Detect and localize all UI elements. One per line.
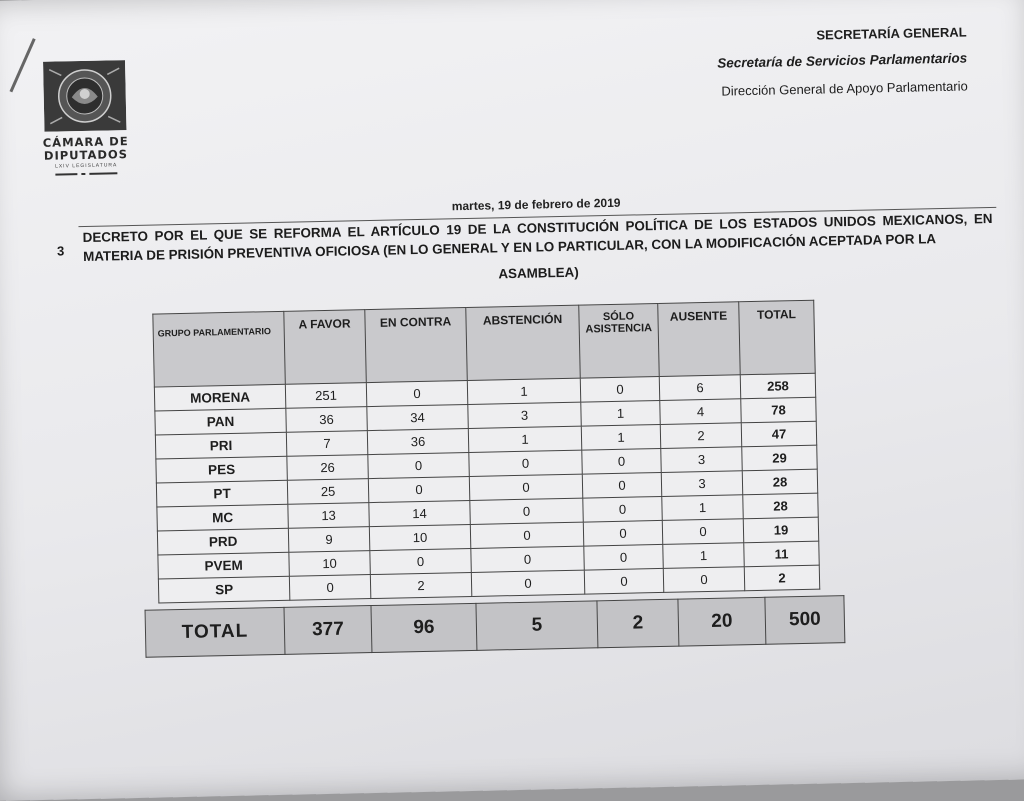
cell-a-favor: 36	[286, 407, 367, 433]
cell-solo-asistencia: 0	[584, 568, 663, 594]
cell-a-favor: 26	[287, 455, 368, 481]
total-solo-asistencia: 2	[597, 599, 679, 648]
col-header-grupo: GRUPO PARLAMENTARIO	[153, 311, 286, 387]
cell-a-favor: 0	[289, 575, 370, 601]
total-abstencion: 5	[476, 601, 598, 651]
total-ausente: 20	[678, 597, 766, 646]
votes-header-row	[153, 300, 815, 387]
total-en-contra: 96	[371, 603, 477, 652]
cell-a-favor: 25	[287, 479, 368, 505]
votes-table	[152, 300, 820, 604]
cell-abstencion: 0	[471, 546, 584, 572]
cell-solo-asistencia: 0	[582, 472, 661, 498]
total-total: 500	[765, 596, 845, 645]
cell-a-favor: 13	[288, 503, 369, 529]
decree-title: DECRETO POR EL QUE SE REFORMA EL ARTÍCULO 19 DE LA CONSTITUCIÓN POLÍTICA DE LOS ESTADOS UNIDOS MEXICANOS, EN MATERIA DE PRISIÓN PREVENTIVA OFICIOSA (EN LO GENERAL Y EN LO PARTICULAR, CON LA MODIFICACIÓN ACEPTADA POR LA	[82, 210, 993, 265]
cell-en-contra: 0	[368, 476, 469, 502]
cell-a-favor: 10	[289, 551, 370, 577]
cell-en-contra: 14	[369, 500, 470, 526]
total-a-favor: 377	[284, 606, 372, 655]
cell-total: 19	[743, 517, 818, 543]
cell-ausente: 1	[662, 495, 743, 521]
cell-solo-asistencia: 1	[581, 424, 660, 450]
cell-en-contra: 0	[370, 548, 471, 574]
logo-bars	[41, 172, 131, 176]
party-name: PAN	[155, 408, 286, 435]
cell-ausente: 1	[663, 543, 744, 569]
col-header-en-contra: EN CONTRA	[365, 308, 468, 383]
cell-total: 11	[744, 541, 819, 567]
cell-ausente: 3	[661, 447, 742, 473]
party-name: PRI	[155, 432, 286, 459]
party-name: MORENA	[154, 384, 285, 411]
cell-en-contra: 0	[366, 380, 467, 406]
cell-total: 2	[744, 565, 819, 591]
cell-total: 28	[743, 493, 818, 519]
col-header-ausente: AUSENTE	[658, 302, 741, 377]
col-header-a-favor: A FAVOR	[284, 310, 367, 385]
party-name: PRD	[157, 528, 288, 555]
logo-legislatura: LXIV LEGISLATURA	[54, 162, 118, 170]
cell-solo-asistencia: 0	[582, 448, 661, 474]
cell-abstencion: 0	[470, 522, 583, 548]
cell-ausente: 4	[660, 399, 741, 425]
cell-ausente: 0	[663, 567, 744, 593]
totals-table	[145, 595, 846, 658]
cell-solo-asistencia: 0	[580, 376, 659, 402]
cell-a-favor: 251	[285, 383, 366, 409]
cell-total: 258	[740, 373, 815, 399]
cell-en-contra: 10	[369, 524, 470, 550]
party-name: PES	[156, 456, 287, 483]
cell-ausente: 6	[659, 375, 740, 401]
logo-text-line2: DIPUTADOS	[43, 147, 129, 163]
header-direccion-general: Dirección General de Apoyo Parlamentario	[721, 78, 968, 99]
cell-a-favor: 7	[286, 431, 367, 457]
cell-total: 78	[741, 397, 816, 423]
header-servicios-parlamentarios: Secretaría de Servicios Parlamentarios	[717, 50, 968, 71]
cell-abstencion: 0	[470, 498, 583, 524]
cell-abstencion: 0	[469, 450, 582, 476]
decree-title-end: ASAMBLEA)	[498, 264, 579, 282]
camara-seal-icon	[43, 60, 126, 132]
party-name: SP	[158, 576, 289, 603]
cell-en-contra: 2	[370, 572, 471, 598]
cell-en-contra: 36	[367, 428, 468, 454]
item-number: 3	[56, 243, 65, 259]
totals-row	[145, 596, 845, 658]
session-date: martes, 19 de febrero de 2019	[451, 195, 621, 214]
camara-logo	[39, 60, 131, 176]
party-name: PT	[156, 480, 287, 507]
cell-solo-asistencia: 0	[583, 520, 662, 546]
col-header-solo-asistencia: SÓLO ASISTENCIA	[579, 303, 660, 378]
col-header-total: TOTAL	[739, 300, 816, 375]
cell-en-contra: 0	[368, 452, 469, 478]
cell-abstencion: 1	[467, 378, 580, 404]
totals-label: TOTAL	[145, 607, 285, 657]
col-header-abstencion: ABSTENCIÓN	[466, 305, 581, 380]
cell-a-favor: 9	[288, 527, 369, 553]
cell-en-contra: 34	[367, 404, 468, 430]
party-name: PVEM	[158, 552, 289, 579]
logo-text-line1: CÁMARA DE	[42, 134, 129, 150]
cell-ausente: 2	[660, 423, 741, 449]
header-secretaria-general: SECRETARÍA GENERAL	[816, 24, 967, 43]
cell-ausente: 0	[662, 519, 743, 545]
cell-total: 28	[742, 469, 817, 495]
cell-solo-asistencia: 1	[581, 400, 660, 426]
cell-abstencion: 0	[469, 474, 582, 500]
pen-shadow	[10, 38, 36, 92]
cell-solo-asistencia: 0	[584, 544, 663, 570]
cell-total: 29	[742, 445, 817, 471]
party-name: MC	[157, 504, 288, 531]
cell-abstencion: 3	[468, 402, 581, 428]
cell-abstencion: 1	[468, 426, 581, 452]
cell-abstencion: 0	[471, 570, 584, 596]
cell-ausente: 3	[661, 471, 742, 497]
cell-total: 47	[741, 421, 816, 447]
cell-solo-asistencia: 0	[583, 496, 662, 522]
